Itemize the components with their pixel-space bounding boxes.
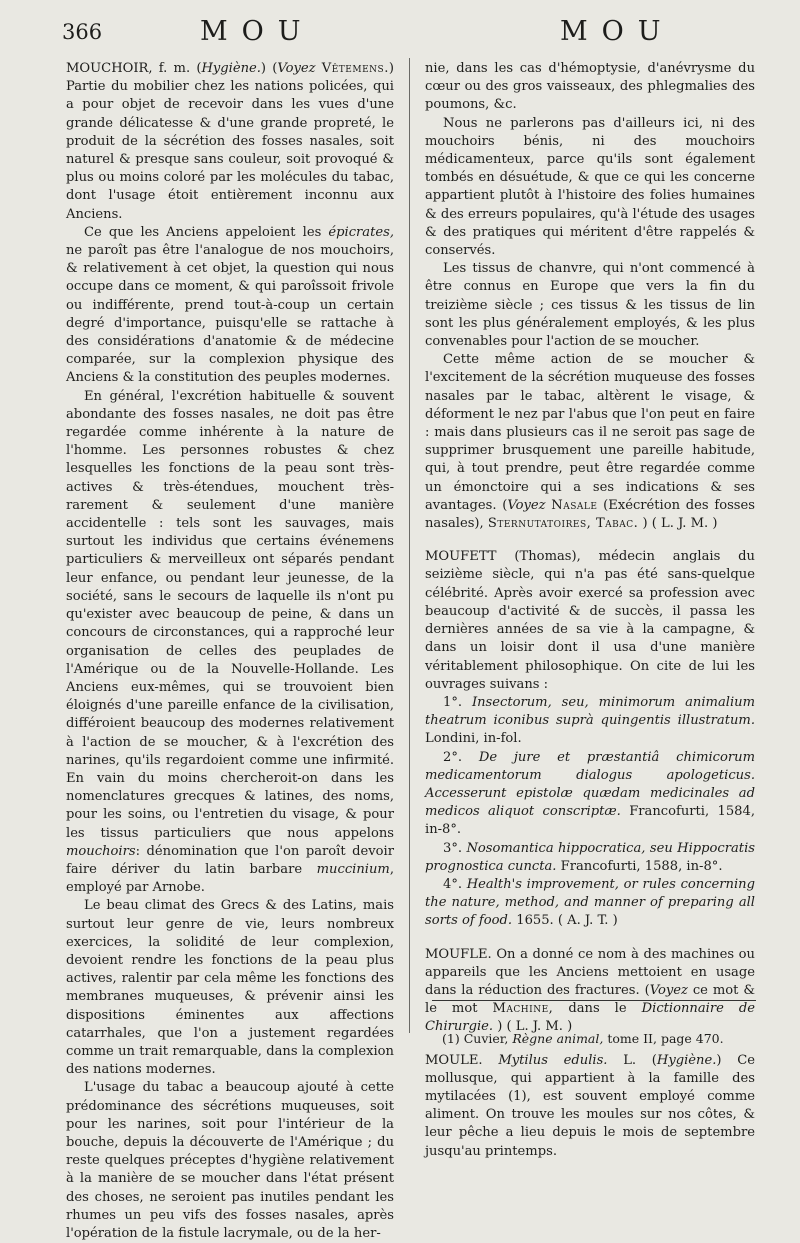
domain-label: Hygiène. [656,1052,717,1068]
author-signature: ) ( L. J. M. ) [642,516,718,532]
left-column [66,60,394,1243]
paragraph: Le beau climat des Grecs & des Latins, mais surtout leur genre de vie, leurs nombreux exercices, la solidité de leur complexion, devoient rendre les fonctions de la peau plus actives, ralentir par cela même les fonctions des membranes muqueuses, & prévenir ainsi les dispositions éminentes aux affections catarrhales, que l'on a justement regardées comme un trait remarquable, dans la complexion des nations modernes. [66,898,394,1078]
running-head-left: MOU [200,16,315,47]
page-number: 366 [62,20,103,44]
work-item: 4°. Health's improvement, or rules concerning the nature, method, and manner of preparing all sorts of food. 1655. ( A. J. T. ) [425,876,755,929]
entry-headword: MOUCHOIR [66,61,149,76]
entry-mouchoir: MOUCHOIR, f. m. (Hygiène.) (Voyez Vêtemens.) Partie du mobilier chez les nations policées, qui a pour objet de recevoir dans les vues d'une grande délicatesse & d'une grande propreté, le produit de la sécrétion des fosses nasales, soit naturel & presque sans couleur, soit provoqué & plus ou moins coloré par les molécules du tabac, dont l'usage étoit entièrement inconnu aux Anciens. [66,61,394,222]
work-item: 2°. De jure et præstantiâ chimicorum medicamentorum dialogus apologeticus. Accesserunt epistolæ quædam medicinales ad medicos aliquot conscriptæ. Francofurti, 1584, in-8°. [425,749,755,838]
entry-moufle: MOUFLE. On a donné ce nom à des machines ou appareils que les Anciens mettoient en usage dans la réduction des fractures. (Voyez ce mot & le mot Machine, dans le Dictionnaire de Chirurgie. ) ( L. J. M. ) [425,946,755,1035]
paragraph: Les tissus de chanvre, qui n'ont commencé à être connus en Europe que vers la fin du treizième siècle ; ces tissus & les tissus de lin sont les plus généralement employés, & les plus convenables pour l'action de se moucher. [425,261,755,350]
paragraph: En général, l'excrétion habituelle & souvent abondante des fosses nasales, ne doit pas être regardée comme inhérente à la nature de l'homme. Les personnes robustes & chez lesquelles les fonctions de la peau sont très-actives & très-étendues, mouchent très-rarement & seulement d'une manière accidentelle : tels sont les sauvages, mais surtout les individus que certains événemens particuliers & merveilleux ont séparés pendant leur enfance, ou pendant leur jeunesse, de la société, sans le secours de laquelle ils n'ont pu qu'exister avec beaucoup de peine, & dans un concours de circonstances, qui a rapproché leur organisation de celles des peuplades de l'Amérique ou de la Nouvelle-Hollande. Les Anciens eux-mêmes, qui se trouvoient bien éloignés d'une pareille enfance de la civilisation, différoient beaucoup des modernes relativement à l'action de se moucher, & à l'excrétion des narines, qu'ils regardoient comme une infirmité. En vain du moins chercheroit-on dans les nomenclatures grecques & latines, des noms, pour les soins, ou l'entretien du visage, & pour les tissus particuliers que nous appelons mouchoirs: dénomination que l'on paroît devoir faire dériver du latin barbare muccinium, employé par Arnobe. [66,388,394,896]
domain-label: Hygiène. [201,61,261,76]
page-header [0,16,800,50]
cross-reference: Nasale [551,497,598,513]
cross-reference: Vêtemens. [321,61,389,76]
paragraph: Cette même action de se moucher & l'excitement de la sécrétion muqueuse des fosses nasales par le tabac, altèrent le visage, & déforment le nez par l'abus que l'on peut en faire : mais dans plusieurs cas il ne seroit pas sage de supprimer brusquement une pareille habitude, qui, à tout prendre, peut être regardée comme un émonctoire qui a ses indications & ses avantages. (Voyez Nasale (Exécrétion des fosses nasales), Sternutatoires, Tabac. ) ( L. J. M. ) [425,352,755,532]
running-head-right: MOU [560,16,675,47]
paragraph: L'usage du tabac a beaucoup ajouté à cette prédominance des sécrétions muqueuses, soit pour les narines, soit pour l'intérieur de la bouche, depuis la découverte de l'Amérique ; du reste quelques préceptes d'hygiène relativement à la manière de se moucher dans l'état présent des choses, ne seroient pas inutiles pendant les rhumes un peu vifs des fosses nasales, après l'opération de la fistule lacrymale, ou de la her- [66,1080,394,1241]
cross-reference: Machine, [492,1001,554,1017]
entry-headword: MOUFLE. [425,946,492,962]
cross-reference: Sternutatoires, Tabac. [487,516,639,532]
work-item: 1°. Insectorum, seu, minimorum animalium theatrum iconibus suprà quingentis illustratum. Londini, in-fol. [425,694,755,747]
work-item: 3°. Nosomantica hippocratica, seu Hippocratis prognostica cuncta. Francofurti, 1588, in-8°. [425,840,755,874]
paragraph: nie, dans les cas d'hémoptysie, d'anévrysme du cœur ou des gros vaisseaux, des phlegmalies des poumons, &c. [425,61,755,113]
right-column [425,60,755,1161]
author-signature: ) ( L. J. M. ) [497,1019,573,1035]
paragraph: Ce que les Anciens appeloient les épicrates, ne paroît pas être l'analogue de nos mouchoirs, & relativement à cet objet, la question qui nous occupe dans ce moment, & qui paroîssoit frivole ou indifférente, prend tout-à-coup un certain degré d'importance, puisqu'elle se rattache à des considérations d'anatomie & de médecine comparée, sur la complexion physique des Anciens & la constitution des peuples modernes. [66,224,394,386]
entry-moufett: MOUFETT (Thomas), médecin anglais du seizième siècle, qui n'a pas été sans-quelque célébrité. Après avoir exercé sa profession avec beaucoup d'activité & de succès, il passa les dernières années de sa vie à la campagne, & dans un loisir dont il usa d'une manière véritablement philosophique. On cite de lui les ouvrages suivans : [425,549,755,692]
entry-headword: MOULE. [425,1052,483,1068]
paragraph: Nous ne parlerons pas d'ailleurs ici, ni des mouchoirs bénis, ni des mouchoirs médicamenteux, parce qu'ils sont également tombés en désuétude, & que ce qui les concerne appartient plutôt à l'histoire des folies humaines & des erreurs populaires, qu'à l'étude des usages & des pratiques qui méritent d'être rappelés & conservés. [425,115,755,259]
footnote-rule [432,1000,756,1001]
footnote: (1) Cuvier, Règne animal, tome II, page 470. [442,1031,724,1046]
entry-moule: MOULE. Mytilus edulis. L. (Hygiène.) Ce mollusque, qui appartient à la famille des mytilacées (1), est souvent employé comme aliment. On trouve les moules sur nos côtes, & leur pêche a lieu depuis le mois de septembre jusqu'au printemps. [425,1052,755,1159]
column-divider [409,58,410,1033]
entry-headword: MOUFETT [425,549,497,565]
